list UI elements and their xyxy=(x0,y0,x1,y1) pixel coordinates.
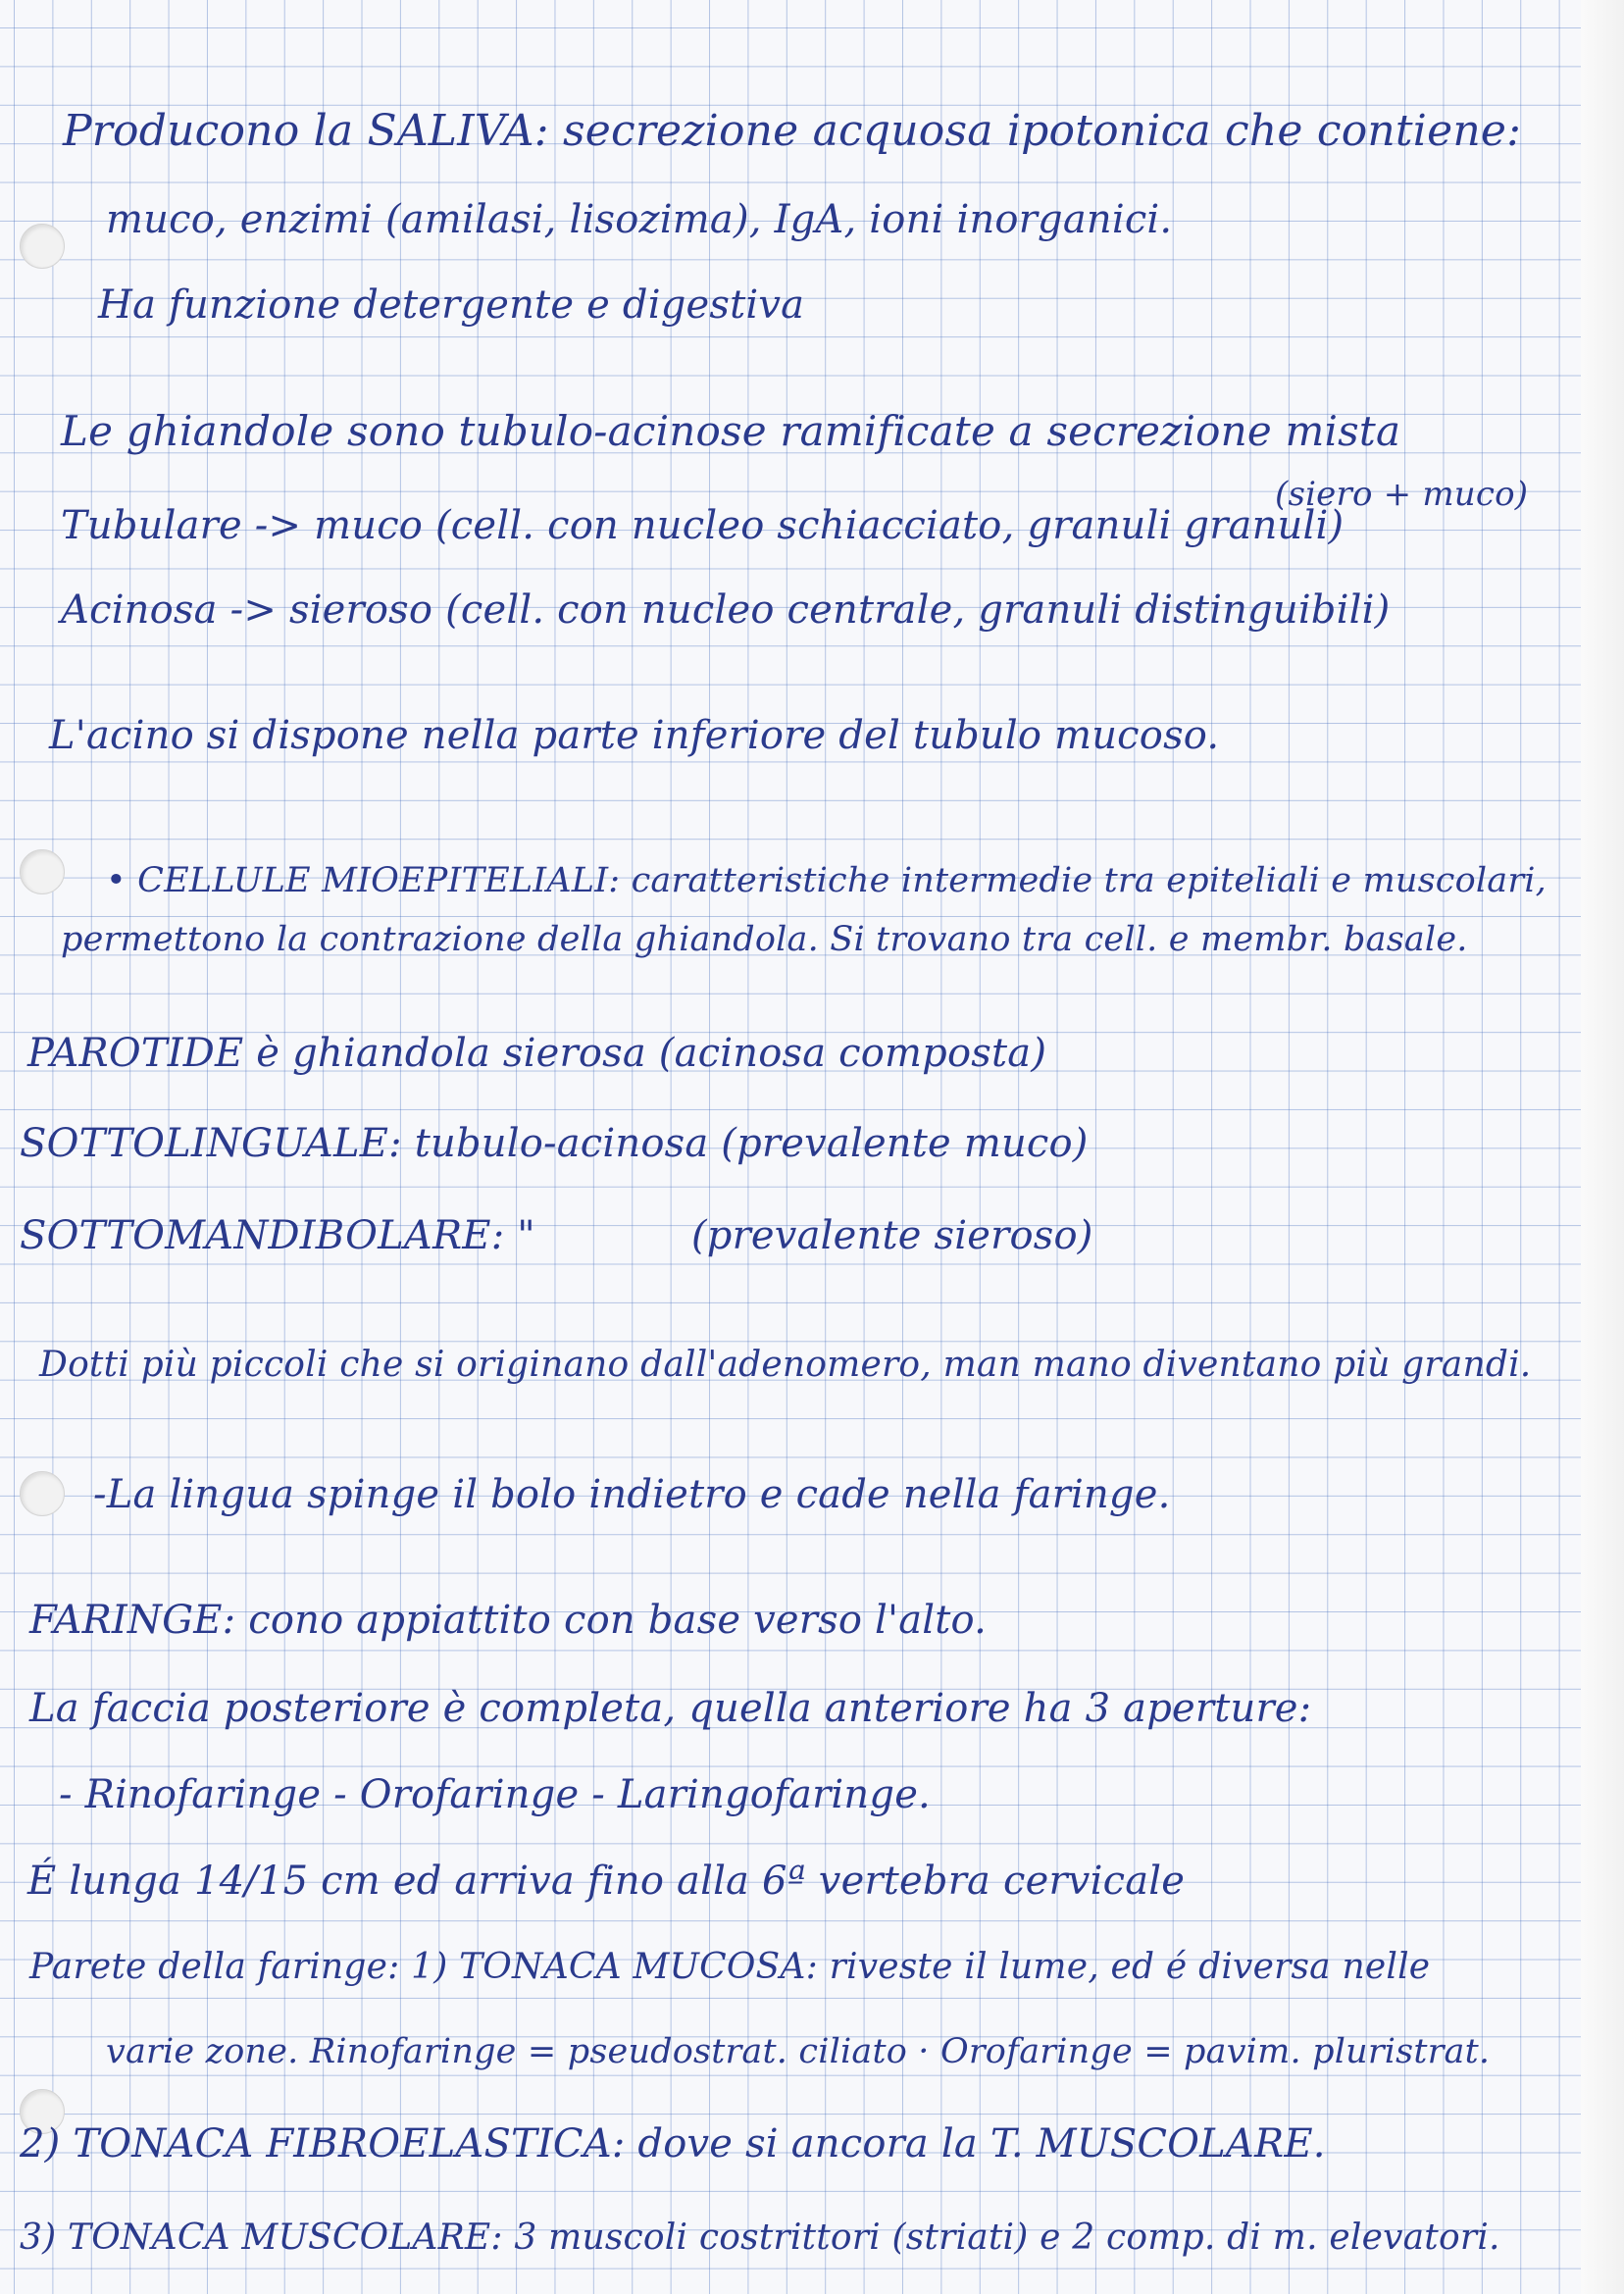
note-line: muco, enzimi (amilasi, lisozima), IgA, ioni inorganici. xyxy=(106,197,1173,242)
note-line: Acinosa -> sieroso (cell. con nucleo centrale, granuli distinguibili) xyxy=(61,587,1391,633)
binder-hole xyxy=(20,1471,65,1516)
note-line: SOTTOLINGUALE: tubulo-acinosa (prevalente muco) xyxy=(20,1121,1089,1166)
note-line: - Rinofaringe - Orofaringe - Laringofaringe. xyxy=(59,1772,931,1817)
note-line: La faccia posteriore è completa, quella anteriore ha 3 aperture: xyxy=(29,1686,1312,1731)
note-line: É lunga 14/15 cm ed arriva fino alla 6ª vertebra cervicale xyxy=(27,1859,1186,1904)
note-line: L'acino si dispone nella parte inferiore del tubulo mucoso. xyxy=(49,713,1220,758)
note-line: PAROTIDE è ghiandola sierosa (acinosa composta) xyxy=(27,1031,1047,1076)
note-line: FARINGE: cono appiattito con base verso l'alto. xyxy=(29,1598,988,1643)
note-line: Le ghiandole sono tubulo-acinose ramificate a secrezione mista xyxy=(61,407,1401,455)
binder-hole xyxy=(20,849,65,894)
note-line: Ha funzione detergente e digestiva xyxy=(98,282,805,328)
note-line: permettono la contrazione della ghiandola. Si trovano tra cell. e membr. basale. xyxy=(61,920,1468,959)
note-line: -La lingua spinge il bolo indietro e cade nella faringe. xyxy=(93,1472,1171,1517)
note-line: (siero + muco) xyxy=(1275,475,1529,514)
note-line: (prevalente sieroso) xyxy=(691,1213,1093,1258)
note-line: SOTTOMANDIBOLARE: " xyxy=(20,1213,535,1258)
note-line: • CELLULE MIOEPITELIALI: caratteristiche intermedie tra epiteliali e muscolari, xyxy=(106,861,1547,900)
note-line: Parete della faringe: 1) TONACA MUCOSA: riveste il lume, ed é diversa nelle xyxy=(29,1947,1431,1987)
note-line: Producono la SALIVA: secrezione acquosa ipotonica che contiene: xyxy=(63,106,1522,156)
note-line: Dotti più piccoli che si originano dall'adenomero, man mano diventano più grandi. xyxy=(39,1345,1532,1385)
page-edge xyxy=(1581,0,1624,2294)
note-line: Tubulare -> muco (cell. con nucleo schiacciato, granuli granuli) xyxy=(61,503,1345,548)
note-line: varie zone. Rinofaringe = pseudostrat. ciliato · Orofaringe = pavim. pluristrat. xyxy=(106,2032,1491,2071)
note-line: 3) TONACA MUSCOLARE: 3 muscoli costrittori (striati) e 2 comp. di m. elevatori. xyxy=(20,2218,1500,2258)
note-line: 2) TONACA FIBROELASTICA: dove si ancora la T. MUSCOLARE. xyxy=(20,2121,1326,2167)
binder-hole xyxy=(20,224,65,269)
